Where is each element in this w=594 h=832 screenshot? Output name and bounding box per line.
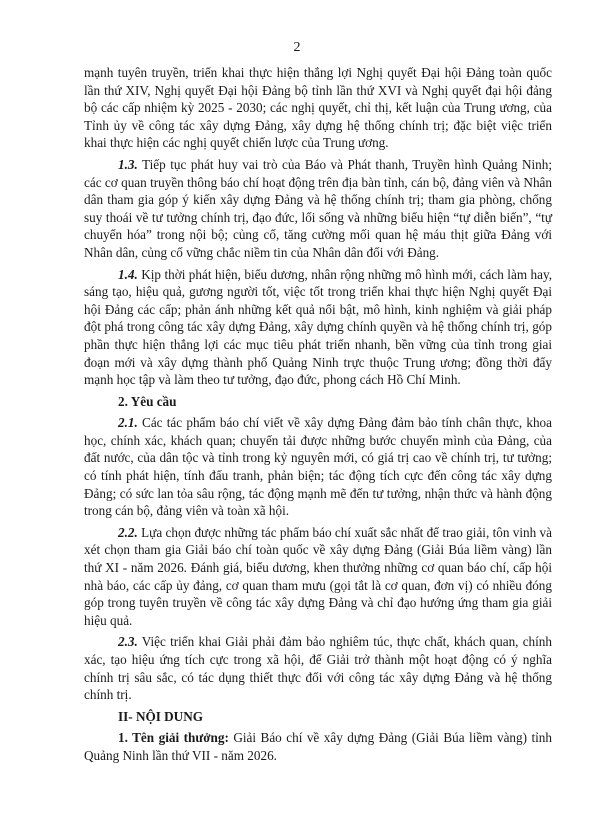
paragraph-award-name	[84, 729, 552, 764]
paragraph-intro-continuation: mạnh tuyên truyền, triển khai thực hiện thắng lợi Nghị quyết Đại hội Đảng toàn quốc lần thứ XIV, Nghị quyết Đại hội Đảng bộ tỉnh lần thứ XVI và Nghị quyết đại hội đảng bộ các cấp nhiệm kỳ 2025 - 2030; các nghị quyết, chỉ thị, kết luận của Trung ương, của Tỉnh ủy về công tác xây dựng Đảng, xây dựng hệ thống chính trị; đặc biệt việc triển khai thực hiện các nghị quyết chiến lược của Trung ương.	[84, 65, 552, 151]
paragraph-2-1	[84, 414, 552, 520]
paragraph-1-4	[84, 266, 552, 389]
document-body	[84, 64, 552, 769]
award-name-label: 1. Tên giải thưởng:	[118, 730, 229, 746]
item-number: 2.2.	[118, 524, 138, 540]
paragraph-text: Tiếp tục phát huy vai trò của Báo và Phát thanh, Truyền hình Quảng Ninh; các cơ quan truyền thông báo chí hoạt động trên địa bàn tỉnh, cán bộ, đảng viên và Nhân dân tham gia góp ý kiến xây dựng Đảng và hệ thống chính trị; tham gia phòng, chống suy thoái về tư tưởng chính trị, đạo đức, lối sống và những biểu hiện “tự diễn biến”, “tự chuyển hóa” trong nội bộ; củng cố, tăng cường mối quan hệ máu thịt giữa Đảng với Nhân dân, củng cố vững chắc niềm tin của Nhân dân đối với Đảng.	[84, 156, 552, 260]
paragraph-1-3	[84, 156, 552, 262]
section-heading-yeu-cau: 2. Yêu cầu	[118, 393, 177, 409]
section-heading-noi-dung: II- NỘI DUNG	[118, 708, 203, 724]
paragraph-text: Việc triển khai Giải phải đảm bảo nghiêm túc, thực chất, khách quan, chính xác, tạo hiệu ứng tích cực trong xã hội, để Giải trở thành một hoạt động có ý nghĩa chính trị sâu sắc, có tác dụng thiết thực đối với công tác xây dựng Đảng và hệ thống chính trị.	[84, 634, 552, 703]
item-number: 1.3.	[118, 156, 138, 172]
item-number: 2.1.	[118, 415, 138, 431]
paragraph-text: Các tác phẩm báo chí viết về xây dựng Đảng đảm bảo tính chân thực, khoa học, chính xác, khách quan; chuyển tải được những bước chuyển mình của Đảng, của đất nước, của dân tộc và tỉnh trong kỷ nguyên mới, có giá trị cao về chính trị, tư tưởng; có tính phát hiện, tính đấu tranh, phản biện; tác động tích cực đến công tác xây dựng Đảng; có sức lan tỏa sâu rộng, tác động mạnh mẽ đến tư tưởng, nhận thức và hành động trong cán bộ, đảng viên và toàn xã hội.	[84, 415, 552, 519]
paragraph-text: Giải Báo chí về xây dựng Đảng (Giải Búa liềm vàng) tỉnh Quảng Ninh lần thứ VII - năm 2026.	[84, 730, 552, 763]
item-number: 2.3.	[118, 634, 138, 650]
paragraph-2-3	[84, 633, 552, 703]
page-number: 2	[293, 40, 301, 55]
paragraph-2-2	[84, 524, 552, 630]
paragraph-text: Kịp thời phát hiện, biểu dương, nhân rộng những mô hình mới, cách làm hay, sáng tạo, hiệu quả, gương người tốt, việc tốt trong triển khai thực hiện Nghị quyết Đại hội Đảng các cấp; phản ánh những kết quả nổi bật, mô hình, kinh nghiệm và giải pháp đột phá trong công tác xây dựng Đảng, xây dựng chính quyền và hệ thống chính trị, góp phần thực hiện thắng lợi các mục tiêu phát triển nhanh, bền vững của tỉnh trong giai đoạn mới và xây dựng thành phố Quảng Ninh trực thuộc Trung ương; đồng thời đẩy mạnh học tập và làm theo tư tưởng, đạo đức, phong cách Hồ Chí Minh.	[84, 266, 552, 388]
paragraph-text: Lựa chọn được những tác phẩm báo chí xuất sắc nhất để trao giải, tôn vinh và xét chọn tham gia Giải báo chí toàn quốc về xây dựng Đảng (Giải Búa liềm vàng) lần thứ XI - năm 2026. Đánh giá, biểu dương, khen thưởng những cơ quan báo chí, cấp hội nhà báo, các cấp ủy đảng, cơ quan tham mưu (gọi tắt là cơ quan, đơn vị) có nhiều đóng góp trong tuyên truyền về công tác xây dựng Đảng và chỉ đạo hướng ứng tham gia giải hiệu quả.	[84, 524, 552, 628]
item-number: 1.4.	[118, 266, 138, 282]
